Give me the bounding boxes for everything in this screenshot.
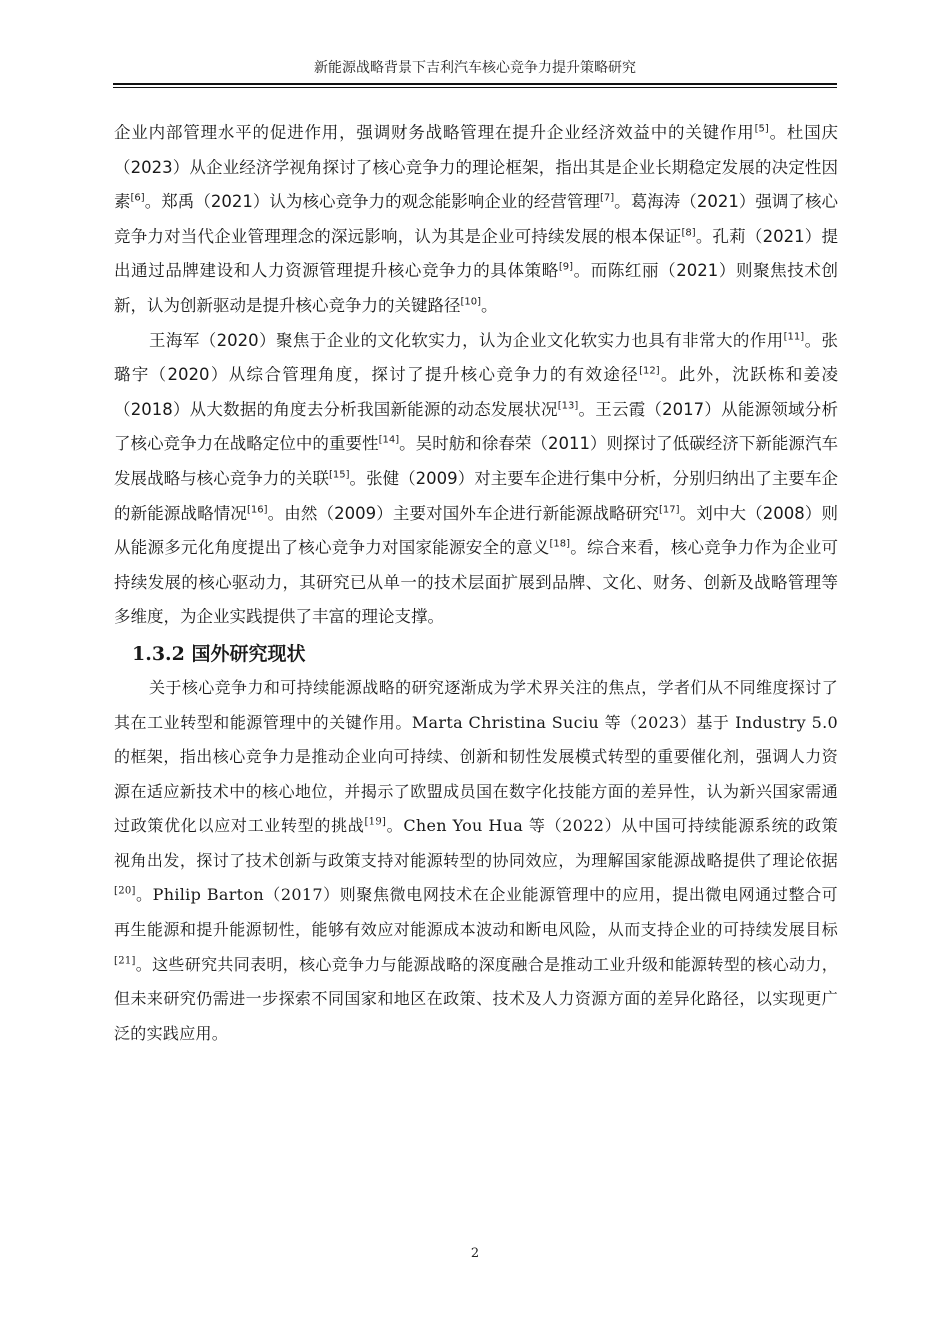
citation-ref: [15] xyxy=(328,469,350,481)
citation-ref: [8] xyxy=(681,227,696,239)
text-run: 企业内部管理水平的促进作用，强调财务战略管理在提升企业经济效益中的关键作用 xyxy=(114,123,755,142)
text-run: 。张健（2009）对主要车企进行集中分析，分别归纳出了主要车企的新能源战略情况 xyxy=(114,468,838,523)
text-run: 。而陈红丽（2021）则聚焦技术创新，认为创新驱动是提升核心竞争力的关键路径 xyxy=(114,261,839,315)
citation-ref: [13] xyxy=(557,400,579,412)
citation-ref: [20] xyxy=(114,886,136,898)
citation-ref: [9] xyxy=(558,261,573,273)
text-run: 关于核心竞争力和可持续能源战略的研究逐渐成为学术界关注的焦点，学者们从不同维度探讨了其在工业转型和能源管理中的关键作用。Marta Christina Suciu 等（2023）基于 Industry 5.0 的框架，指出核心竞争力是推动企业向可持续、创新和韧性发展模式转型的重要催化剂，强调人力资源在适应新技术中的核心地位，并揭示了欧盟成员国在数字化技能方面的差异性，认为新兴国家需通过政策优化以应对工业转型的挑战 xyxy=(114,677,838,836)
running-header: 新能源战略背景下吉利汽车核心竞争力提升策略研究 xyxy=(314,60,636,76)
paragraph-2 xyxy=(114,324,838,635)
citation-ref: [12] xyxy=(639,365,660,377)
text-run: 。综合来看，核心竞争力作为企业可持续发展的核心驱动力，其研究已从单一的技术层面扩展到品牌、文化、财务、创新及战略管理等多维度，为企业实践提供了丰富的理论支撑。 xyxy=(114,538,839,627)
citation-ref: [16] xyxy=(247,504,268,516)
text-run: 。这些研究共同表明，核心竞争力与能源战略的深度融合是推动工业升级和能源转型的核心动力，但未来研究仍需进一步探索不同国家和地区在政策、技术及人力资源方面的差异化路径，以实现更广泛的实践应用。 xyxy=(114,954,838,1043)
document-body xyxy=(114,116,838,1051)
citation-ref: [7] xyxy=(599,192,615,204)
text-run: 。杜国庆（2023）从企业经济学视角探讨了核心竞争力的理论框架，指出其是企业长期稳定发展的决定性因素 xyxy=(114,123,839,212)
text-run: 。吴时舫和徐春荣（2011）则探讨了低碳经济下新能源汽车发展战略与核心竞争力的关联 xyxy=(114,434,838,488)
citation-ref: [10] xyxy=(460,296,482,308)
text-run: 。王云霞（2017）从能源领域分析了核心竞争力在战略定位中的重要性 xyxy=(114,399,838,454)
paragraph-1 xyxy=(114,116,838,324)
header-rule xyxy=(113,83,837,85)
citation-ref: [14] xyxy=(378,434,400,446)
text-run: 。由然（2009）主要对国外车企进行新能源战略研究 xyxy=(267,503,659,523)
header-rule-thin xyxy=(113,87,837,88)
text-run: 。 xyxy=(481,295,498,315)
text-run: 王海军（2020）聚焦于企业的文化软实力，认为企业文化软实力也具有非常大的作用 xyxy=(149,330,784,350)
citation-ref: [5] xyxy=(754,123,769,135)
paragraph-3 xyxy=(114,671,838,1052)
text-run: 。葛海涛（2021）强调了核心竞争力对当代企业管理理念的深远影响，认为其是企业可持续发展的根本保证 xyxy=(114,192,838,246)
text-run: 。Chen You Hua 等（2022）从中国可持续能源系统的政策视角出发，探讨了技术创新与政策支持对能源转型的协同效应，为理解国家能源战略提供了理论依据 xyxy=(114,816,838,870)
citation-ref: [11] xyxy=(783,331,805,343)
citation-ref: [21] xyxy=(114,955,136,967)
citation-ref: [19] xyxy=(364,816,387,828)
text-run: 。此外，沈跃栋和姜凌（2018）从大数据的角度去分析我国新能源的动态发展状况 xyxy=(114,365,839,419)
citation-ref: [18] xyxy=(549,538,571,550)
citation-ref: [6] xyxy=(130,192,145,204)
text-run: 。孔莉（2021）提出通过品牌建设和人力资源管理提升核心竞争力的具体策略 xyxy=(114,226,838,281)
page-number: 2 xyxy=(470,1246,480,1261)
text-run: 。Philip Barton（2017）则聚焦微电网技术在企业能源管理中的应用，提出微电网通过整合可再生能源和提升能源韧性，能够有效应对能源成本波动和断电风险，从而支持企业的可持续发展目标 xyxy=(114,885,838,940)
section-heading: 1.3.2 国外研究现状 xyxy=(132,642,306,665)
text-run: 。刘中大（2008）则从能源多元化角度提出了核心竞争力对国家能源安全的意义 xyxy=(114,503,838,558)
text-run: 。郑禹（2021）认为核心竞争力的观念能影响企业的经营管理 xyxy=(144,192,600,212)
text-run: 。张璐宇（2020）从综合管理角度，探讨了提升核心竞争力的有效途径 xyxy=(114,330,838,385)
citation-ref: [17] xyxy=(658,504,680,516)
